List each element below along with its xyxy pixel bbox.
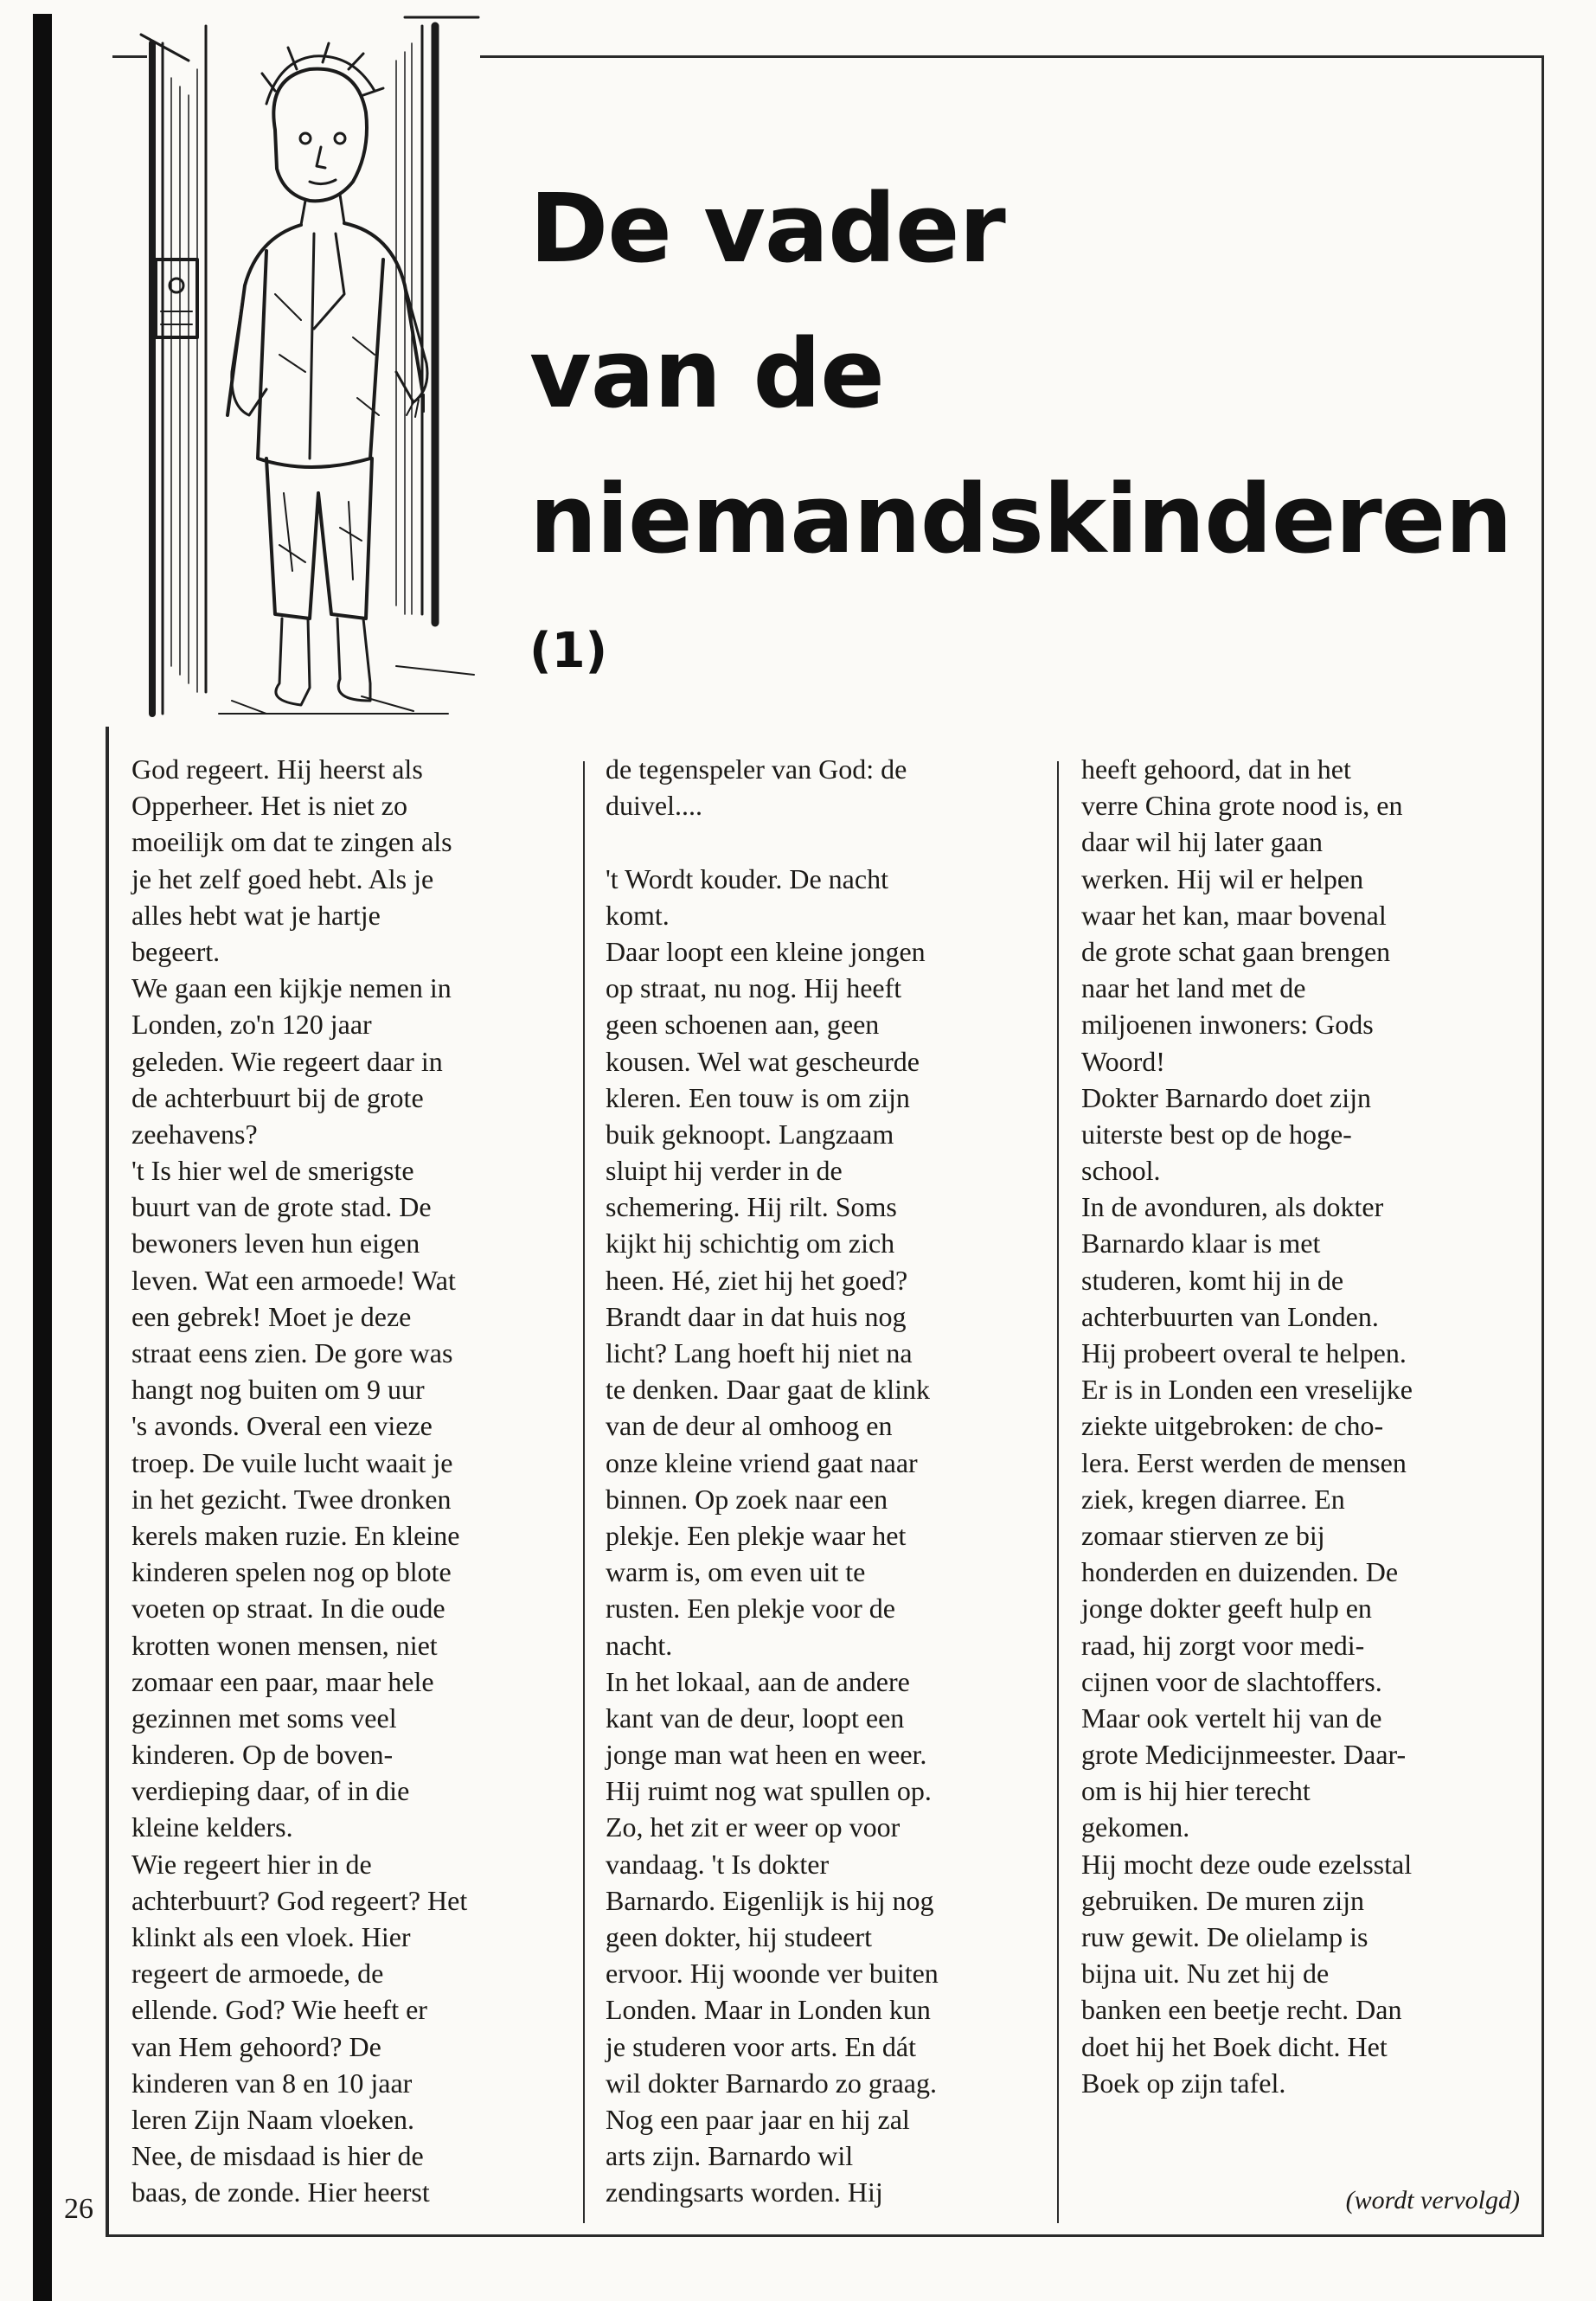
text-line: hangt nog buiten om 9 uur: [131, 1374, 425, 1406]
text-line: Londen. Maar in Londen kun: [606, 1994, 931, 2026]
text-line: de grote schat gaan brengen: [1081, 935, 1391, 967]
column-divider: [1057, 761, 1059, 2223]
text-line: Woord!: [1081, 1045, 1165, 1077]
text-line: warm is, om even uit te: [606, 1556, 866, 1588]
text-line: daar wil hij later gaan: [1081, 826, 1323, 858]
text-line: geen schoenen aan, geen: [606, 1009, 880, 1041]
text-line: Barnardo klaar is met: [1081, 1227, 1321, 1259]
text-line: buik geknoopt. Langzaam: [606, 1118, 894, 1150]
text-line: voeten op straat. In die oude: [131, 1593, 445, 1625]
text-line: gekomen.: [1081, 1811, 1190, 1843]
text-line: kant van de deur, loopt een: [606, 1702, 905, 1734]
part-number: (1): [529, 623, 608, 679]
text-line: binnen. Op zoek naar een: [606, 1483, 888, 1515]
text-line: troep. De vuile lucht waait je: [131, 1446, 453, 1478]
text-line: de tegenspeler van God: de: [606, 753, 907, 785]
text-line: kleine kelders.: [131, 1811, 293, 1843]
text-line: werken. Hij wil er helpen: [1081, 862, 1364, 894]
text-line: van de deur al omhoog en: [606, 1410, 893, 1442]
text-line: sluipt hij verder in de: [606, 1155, 843, 1187]
text-line: kinderen spelen nog op blote: [131, 1556, 452, 1588]
text-line: kinderen. Op de boven-: [131, 1739, 394, 1771]
text-line: Opperheer. Het is niet zo: [131, 790, 407, 822]
text-line: In de avonduren, als dokter: [1081, 1191, 1384, 1223]
text-line: heeft gehoord, dat in het: [1081, 753, 1351, 785]
text-line: zendingsarts worden. Hij: [606, 2176, 883, 2208]
text-line: zeehavens?: [131, 1118, 258, 1150]
text-line: leven. Wat een armoede! Wat: [131, 1264, 456, 1296]
text-line: Zo, het zit er weer op voor: [606, 1811, 901, 1843]
text-line: Brandt daar in dat huis nog: [606, 1300, 907, 1332]
text-line: verdieping daar, of in die: [131, 1775, 410, 1807]
text-line: 's avonds. Overal een vieze: [131, 1410, 433, 1442]
text-line: de achterbuurt bij de grote: [131, 1081, 424, 1113]
page-number: 26: [64, 2193, 93, 2225]
text-line: cijnen voor de slachtoffers.: [1081, 1665, 1382, 1697]
text-line: Londen, zo'n 120 jaar: [131, 1009, 372, 1041]
text-line: vandaag. 't Is dokter: [606, 1848, 830, 1880]
article-title: [529, 156, 1533, 592]
text-line: Nee, de misdaad is hier de: [131, 2140, 424, 2172]
text-line: arts zijn. Barnardo wil: [606, 2140, 854, 2172]
text-line: gebruiken. De muren zijn: [1081, 1884, 1364, 1916]
text-line: Er is in Londen een vreselijke: [1081, 1374, 1413, 1406]
text-line: Hij ruimt nog wat spullen op.: [606, 1775, 932, 1807]
text-line: 't Is hier wel de smerigste: [131, 1155, 414, 1187]
text-column-3: [1081, 751, 1522, 2101]
text-line: verre China grote nood is, en: [1081, 790, 1403, 822]
text-line: in het gezicht. Twee dronken: [131, 1483, 452, 1515]
text-line: gezinnen met soms veel: [131, 1702, 397, 1734]
text-line: wil dokter Barnardo zo graag.: [606, 2067, 937, 2099]
text-line: duivel....: [606, 790, 702, 822]
text-line: God regeert. Hij heerst als: [131, 753, 423, 785]
title-line: van de: [529, 318, 884, 429]
column-divider: [583, 761, 585, 2223]
text-line: Dokter Barnardo doet zijn: [1081, 1081, 1371, 1113]
text-line: regeert de armoede, de: [131, 1958, 384, 1990]
text-line: kleren. Een touw is om zijn: [606, 1081, 910, 1113]
text-line: geleden. Wie regeert daar in: [131, 1045, 443, 1077]
text-line: Nog een paar jaar en hij zal: [606, 2103, 910, 2135]
text-line: bewoners leven hun eigen: [131, 1227, 420, 1259]
text-line: zomaar stierven ze bij: [1081, 1519, 1325, 1551]
text-line: lera. Eerst werden de mensen: [1081, 1446, 1407, 1478]
text-line: heen. Hé, ziet hij het goed?: [606, 1264, 908, 1296]
title-line: niemandskinderen: [529, 464, 1512, 574]
text-line: moeilijk om dat te zingen als: [131, 826, 452, 858]
text-line: nacht.: [606, 1629, 673, 1661]
text-line: baas, de zonde. Hier heerst: [131, 2176, 430, 2208]
text-line: om is hij hier terecht: [1081, 1775, 1311, 1807]
boy-in-doorway-illustration: [137, 9, 483, 727]
text-line: ervoor. Hij woonde ver buiten: [606, 1958, 939, 1990]
text-line: studeren, komt hij in de: [1081, 1264, 1344, 1296]
text-line: je het zelf goed hebt. Als je: [131, 862, 434, 894]
text-line: kijkt hij schichtig om zich: [606, 1227, 895, 1259]
text-line: school.: [1081, 1155, 1161, 1187]
text-line: 't Wordt kouder. De nacht: [606, 862, 888, 894]
text-line: jonge dokter geeft hulp en: [1081, 1593, 1372, 1625]
text-line: je studeren voor arts. En dát: [606, 2030, 916, 2062]
text-line: onze kleine vriend gaat naar: [606, 1446, 918, 1478]
page-edge-bar: [33, 14, 52, 2301]
text-line: Barnardo. Eigenlijk is hij nog: [606, 1884, 934, 1916]
text-line: straat eens zien. De gore was: [131, 1337, 453, 1368]
frame-gap-left: [102, 52, 112, 727]
text-line: geen dokter, hij studeert: [606, 1921, 872, 1952]
text-line: kerels maken ruzie. En kleine: [131, 1519, 460, 1551]
text-line: Maar ook vertelt hij van de: [1081, 1702, 1382, 1734]
text-line: kinderen van 8 en 10 jaar: [131, 2067, 413, 2099]
text-column-1: [131, 751, 564, 2211]
text-line: ellende. God? Wie heeft er: [131, 1994, 427, 2026]
text-line: Hij probeert overal te helpen.: [1081, 1337, 1407, 1368]
text-line: plekje. Een plekje waar het: [606, 1519, 907, 1551]
text-line: klinkt als een vloek. Hier: [131, 1921, 411, 1952]
title-line: De vader: [529, 173, 1005, 284]
text-line: begeert.: [131, 935, 221, 967]
text-line: uiterste best op de hoge-: [1081, 1118, 1352, 1150]
text-line: op straat, nu nog. Hij heeft: [606, 972, 902, 1004]
text-line: banken een beetje recht. Dan: [1081, 1994, 1402, 2026]
text-line: komt.: [606, 899, 670, 931]
text-line: Boek op zijn tafel.: [1081, 2067, 1286, 2099]
text-line: grote Medicijnmeester. Daar-: [1081, 1739, 1407, 1771]
text-line: een gebrek! Moet je deze: [131, 1300, 412, 1332]
text-line: schemering. Hij rilt. Soms: [606, 1191, 897, 1223]
text-line: zomaar een paar, maar hele: [131, 1665, 434, 1697]
text-line: buurt van de grote stad. De: [131, 1191, 432, 1223]
text-column-2: [606, 751, 1038, 2211]
text-line: We gaan een kijkje nemen in: [131, 972, 452, 1004]
text-line: rusten. Een plekje voor de: [606, 1593, 895, 1625]
text-line: achterbuurten van Londen.: [1081, 1300, 1379, 1332]
text-line: doet hij het Boek dicht. Het: [1081, 2030, 1388, 2062]
text-line: jonge man wat heen en weer.: [606, 1739, 927, 1771]
text-line: krotten wonen mensen, niet: [131, 1629, 438, 1661]
text-line: ziek, kregen diarree. En: [1081, 1483, 1345, 1515]
text-line: Wie regeert hier in de: [131, 1848, 372, 1880]
text-line: ziekte uitgebroken: de cho-: [1081, 1410, 1384, 1442]
text-line: te denken. Daar gaat de klink: [606, 1374, 930, 1406]
text-line: van Hem gehoord? De: [131, 2030, 381, 2062]
text-line: Hij mocht deze oude ezelsstal: [1081, 1848, 1413, 1880]
text-line: waar het kan, maar bovenal: [1081, 899, 1387, 931]
text-line: raad, hij zorgt voor medi-: [1081, 1629, 1365, 1661]
text-line: bijna uit. Nu zet hij de: [1081, 1958, 1330, 1990]
text-line: achterbuurt? God regeert? Het: [131, 1884, 468, 1916]
text-line: [606, 824, 1038, 860]
continued-note: (wordt vervolgd): [1345, 2186, 1520, 2214]
text-line: ruw gewit. De olielamp is: [1081, 1921, 1368, 1952]
text-line: miljoenen inwoners: Gods: [1081, 1009, 1374, 1041]
text-line: alles hebt wat je hartje: [131, 899, 381, 931]
text-line: leren Zijn Naam vloeken.: [131, 2103, 414, 2135]
text-line: In het lokaal, aan de andere: [606, 1665, 910, 1697]
text-line: naar het land met de: [1081, 972, 1306, 1004]
text-line: honderden en duizenden. De: [1081, 1556, 1399, 1588]
text-line: kousen. Wel wat gescheurde: [606, 1045, 920, 1077]
text-line: licht? Lang hoeft hij niet na: [606, 1337, 913, 1368]
text-line: Daar loopt een kleine jongen: [606, 935, 926, 967]
